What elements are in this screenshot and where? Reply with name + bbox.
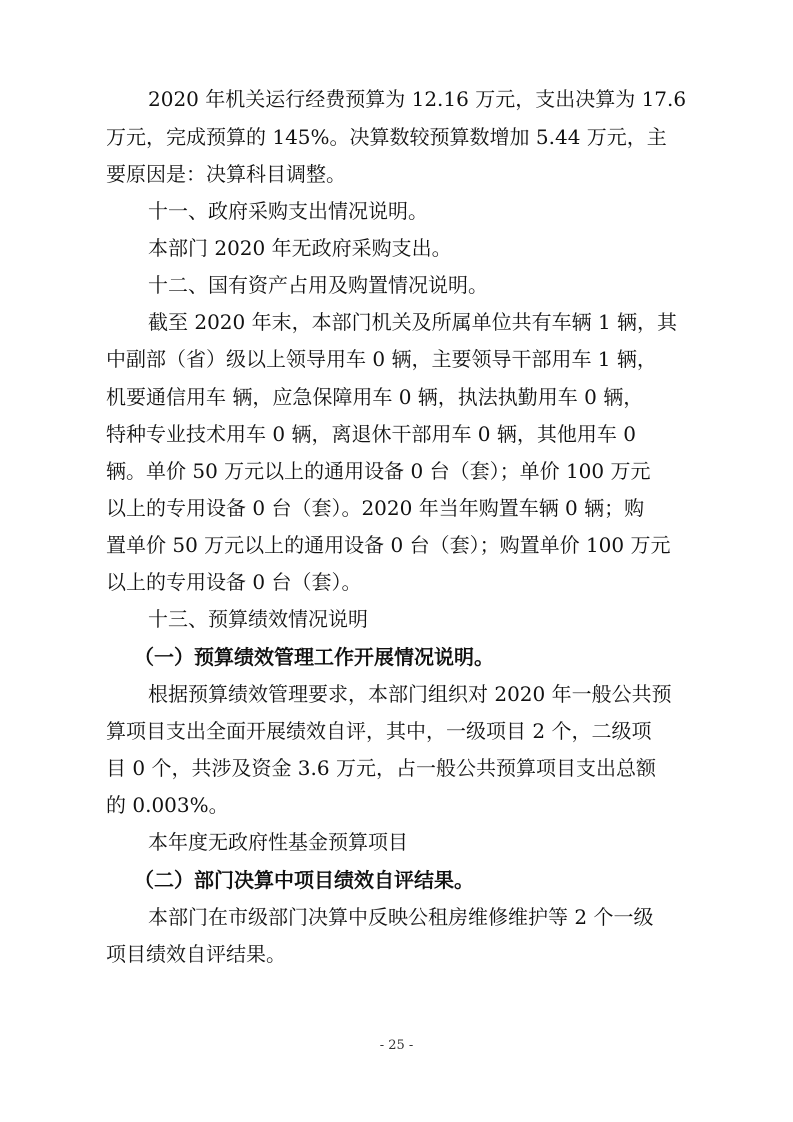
document-page: 2020 年机关运行经费预算为 12.16 万元，支出决算为 17.6 万元，完成预算的 145%。决算数较预算数增加 5.44 万元，主 要原因是：决算科目调整。 十一、政府采购支出情况说明。 本部门 2020 年无政府采购支出。 十二、国有资产占用及购置情况说明。 截至 2020 年末，本部门机关及所属单位共有车辆 1 辆，其 中副部（省）级以上领导用车 0 辆，主要领导干部用车 1 辆， 机要通信用车 辆，应急保障用车 0 辆，执法执勤用车 0 辆， 特种专业技术用车 0 辆，离退休干部用车 0 辆，其他用车 0 辆。单价 50 万元以上的通用设备 0 台（套）；单价 100 万元 以上的专用设备 0 台（套）。2020 年当年购置车辆 0 辆；购 置单价 50 万元以上的通用设备 0 台（套）；购置单价 100 万元 以上的专用设备 0 台（套）。 十三、预算绩效情况说明 （一）预算绩效管理工作开展情况说明。 根据预算绩效管理要求，本部门组织对 2020 年一般公共预 算项目支出全面开展绩效自评，其中，一级项目 2 个，二级项 目 0 个，共涉及资金 3.6 万元，占一般公共预算项目支出总额 的 0.003%。 本年度无政府性基金预算项目 （二）部门决算中项目绩效自评结果。 本部门在市级部门决算中反映公租房维修维护等 2 个一级 项目绩效自评结果。 - 25 - [0,0,793,1122]
page-number: - 25 - [379,1038,414,1053]
